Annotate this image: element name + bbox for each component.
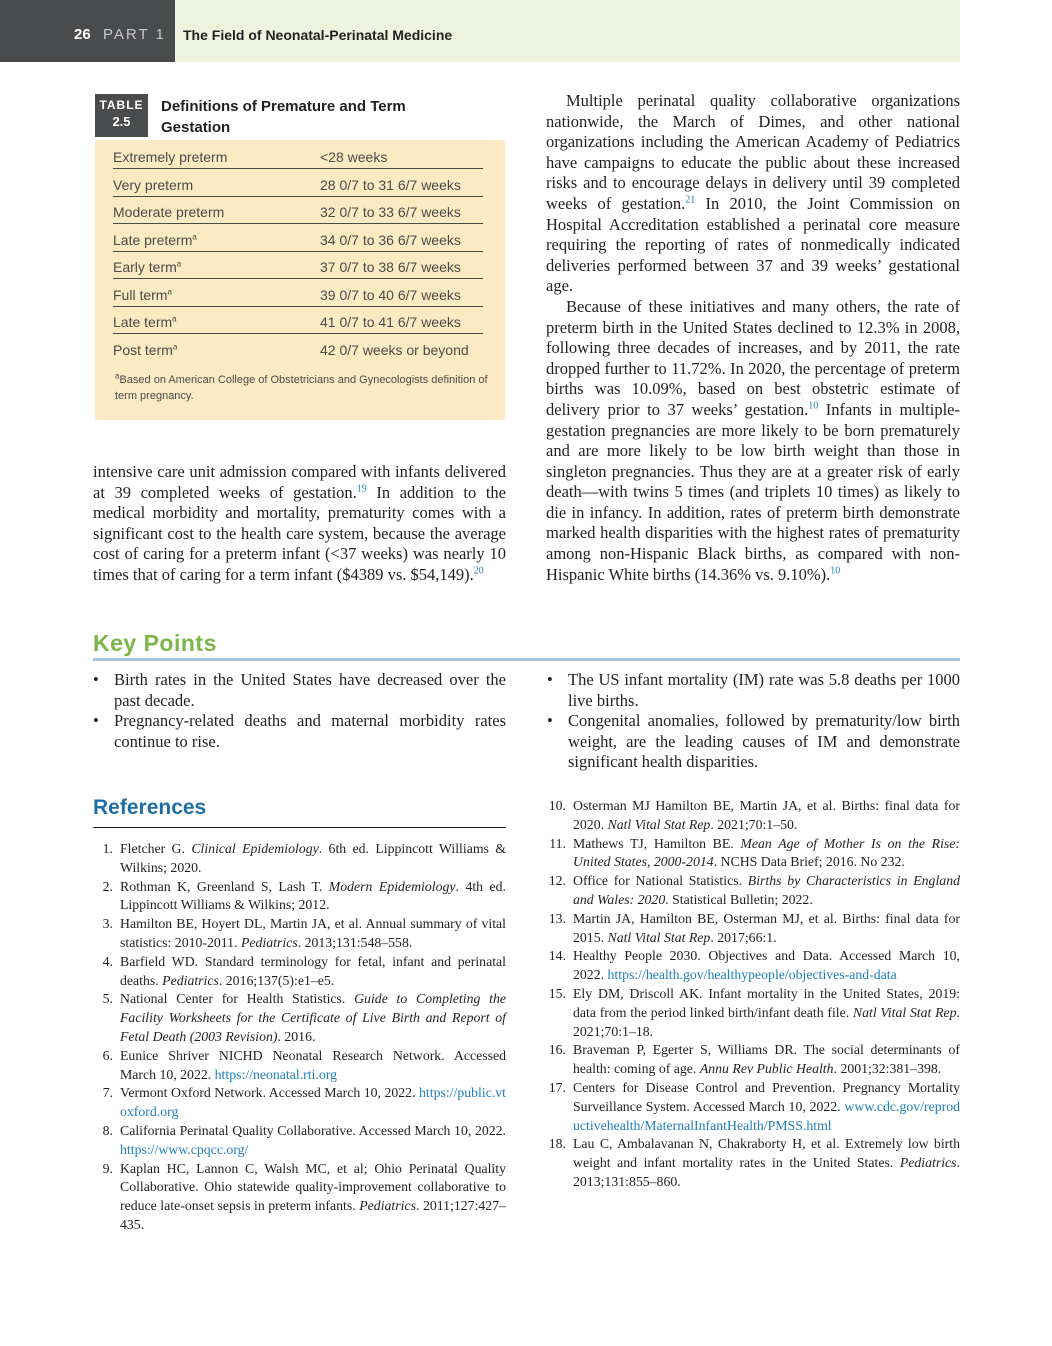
right-p1-part1: Multiple perinatal quality collaborative organizations nationwide, the March of Dimes, and other national organizations including the American Academy of Pediatrics have campaigns to educate the public about these increased risks and to encourage delays in delivery until 39 completed weeks of gestation.	[546, 91, 960, 213]
gestation-range: 42 0/7 weeks or beyond	[320, 341, 469, 358]
footnote-marker: a	[115, 371, 120, 381]
reference-number: 14.	[548, 948, 566, 964]
reference-text: Ely DM, Driscoll AK. Infant mortality in the United States, 2019: data from the period linked birth/infant death file.	[573, 985, 960, 1020]
reference-item	[546, 872, 960, 910]
citation-ref[interactable]: 10	[808, 400, 819, 412]
gestation-category: Early term	[113, 259, 177, 275]
key-points-left-list	[93, 670, 506, 752]
gestation-range: 37 0/7 to 38 6/7 weeks	[320, 259, 461, 275]
reference-item	[93, 1160, 506, 1235]
footnote-marker: a	[192, 231, 197, 241]
reference-number: 4.	[102, 953, 113, 969]
key-points-rule	[93, 658, 960, 661]
table-title: Definitions of Premature and Term Gestation	[161, 98, 406, 136]
gestation-category: Post term	[113, 341, 173, 358]
reference-number: 16.	[548, 1042, 566, 1058]
reference-source: Natl Vital Stat Rep	[607, 816, 711, 832]
reference-text: Lau C, Ambalavanan N, Chakraborty H, et al. Extremely low birth weight and infant mortality rates in the United States.	[573, 1136, 960, 1171]
right-p1-part2: In 2010, the Joint Commission on Hospital Accreditation established a perinatal core measure requiring the reporting of rates of nonmedically indicated deliveries performed between 37 and 39 weeks’ gestational age.	[546, 193, 960, 296]
reference-number: 2.	[102, 878, 113, 894]
reference-item	[93, 878, 506, 916]
table-row	[113, 280, 483, 307]
reference-item	[546, 835, 960, 873]
reference-text: California Perinatal Quality Collaborative. Accessed March 10, 2022.	[120, 1122, 506, 1138]
table-tag-word: TABLE	[99, 98, 144, 112]
table-row	[113, 197, 483, 224]
reference-number: 5.	[102, 991, 113, 1007]
reference-item	[546, 1041, 960, 1079]
left-text-part1: intensive care unit admission compared with infants delivered at 39 completed weeks of gestation.	[93, 462, 506, 502]
footnote-marker: a	[176, 259, 182, 269]
reference-details: . 2001;32:381–398.	[833, 1061, 942, 1077]
gestation-range: 34 0/7 to 36 6/7 weeks	[320, 231, 461, 248]
right-p2-part1: Because of these initiatives and many others, the rate of preterm birth in the United States declined to 12.3% in 2008, following three decades of increases, and by 2011, the rate dropped further to 11.72%. In 2020, the percentage of preterm births was 10.09%, based on best obstetric estimate of delivery prior to 37 weeks’ gestation.	[546, 296, 960, 419]
reference-number: 12.	[548, 873, 566, 889]
key-points-right-list	[547, 670, 960, 773]
references-list-right	[546, 797, 960, 1192]
reference-number: 9.	[102, 1160, 113, 1176]
table-row	[113, 142, 483, 169]
reference-number: 18.	[548, 1136, 566, 1152]
reference-text: Barfield WD. Standard terminology for fetal, infant and perinatal deaths.	[120, 953, 506, 988]
reference-number: 1.	[102, 841, 113, 856]
reference-source: Births by Characteristics in England and Wales: 2020	[573, 873, 960, 907]
category-cell	[113, 204, 224, 220]
reference-details: . 2017;66:1.	[710, 929, 777, 945]
reference-item	[93, 953, 506, 991]
reference-details: . NCHS Data Brief; 2016. No 232.	[713, 854, 905, 870]
footnote-marker: a	[172, 314, 177, 324]
reference-details: . 6th ed. Lippincott Williams & Wilkins; 2020.	[120, 841, 506, 875]
gestation-range: 39 0/7 to 40 6/7 weeks	[320, 286, 461, 303]
reference-details: . 4th ed. Lippincott Williams & Wilkins; 2012.	[120, 878, 506, 913]
table-row	[113, 335, 483, 362]
citation-ref[interactable]: 20	[473, 565, 484, 577]
right-p2-part2: Infants in multiple-gestation pregnancies are more likely to be born prematurely and are more likely to be low birth weight than those in singleton pregnancies. Thus they are at a greater risk of early death—with twins 5 times (and triplets 10 times) as likely to die in infancy. In addition, rates of preterm birth demonstrate marked health disparities with the highest rates of prematurity among non-Hispanic Black births, as compared with non-Hispanic White births (14.36% vs. 9.10%).	[546, 399, 960, 584]
reference-source: Pediatrics	[359, 1198, 416, 1214]
reference-source: Natl Vital Stat Rep	[607, 929, 711, 945]
table-tag	[95, 94, 148, 137]
reference-details: . 2021;70:1–18.	[573, 1004, 960, 1039]
category-cell	[113, 259, 181, 275]
reference-source: Pediatrics	[899, 1155, 957, 1171]
reference-number: 13.	[548, 910, 566, 926]
key-points-title: Key Points	[93, 630, 217, 656]
reference-item	[546, 947, 960, 985]
reference-details: . 2013;131:548–558.	[297, 934, 413, 950]
reference-source: Modern Epidemiology	[328, 878, 456, 894]
reference-number: 17.	[548, 1079, 566, 1095]
reference-source: Clinical Epidemiology	[191, 841, 319, 856]
gestation-category: Late preterm	[113, 231, 193, 248]
reference-text: Martin JA, Hamilton BE, Osterman MJ, et al. Births: final data for 2015.	[573, 910, 960, 945]
right-column-text	[546, 91, 960, 585]
reference-source: Annu Rev Public Health	[699, 1061, 834, 1077]
category-cell	[113, 177, 193, 193]
citation-ref[interactable]: 21	[685, 194, 696, 206]
category-cell	[113, 342, 177, 358]
table-row	[113, 170, 483, 197]
reference-item	[546, 1079, 960, 1135]
reference-link[interactable]: www.cdc.gov/reproductivehealth/MaternalInfantHealth/PMSS.html	[573, 1098, 960, 1133]
reference-text: Hamilton BE, Hoyert DL, Martin JA, et al. Annual summary of vital statistics: 2010-2011.	[120, 916, 506, 950]
reference-item	[93, 840, 506, 878]
references-rule	[93, 827, 506, 828]
reference-number: 10.	[548, 798, 566, 813]
key-point-item: • Birth rates in the United States have decreased over the past decade.	[93, 670, 506, 711]
gestation-category: Extremely preterm	[113, 149, 228, 165]
gestation-range: 28 0/7 to 31 6/7 weeks	[320, 176, 461, 193]
reference-number: 11.	[549, 835, 566, 851]
reference-item	[546, 1135, 960, 1191]
reference-item	[93, 1122, 506, 1160]
citation-ref[interactable]: 19	[356, 483, 367, 495]
running-title: The Field of Neonatal-Perinatal Medicine	[183, 27, 453, 43]
reference-text: Healthy People 2030. Objectives and Data. Accessed March 10, 2022.	[573, 948, 960, 983]
gestation-category: Full term	[113, 286, 168, 303]
footnote-marker: a	[167, 286, 172, 296]
reference-text: Osterman MJ Hamilton BE, Martin JA, et al. Births: final data for 2020.	[573, 798, 960, 832]
reference-item	[546, 985, 960, 1041]
footnote-text: Based on American College of Obstetricians and Gynecologists definition of term pregnancy.	[115, 374, 488, 402]
reference-source: Guide to Completing the Facility Worksheets for the Certificate of Live Birth and Report of Fetal Death (2003 Revision)	[120, 991, 506, 1044]
reference-source: Pediatrics	[240, 934, 298, 950]
category-cell	[113, 314, 177, 330]
gestation-range: 32 0/7 to 33 6/7 weeks	[320, 204, 461, 220]
reference-source: Pediatrics	[162, 972, 219, 988]
reference-item	[93, 1047, 506, 1085]
gestation-range: <28 weeks	[320, 149, 388, 165]
gestation-category: Very preterm	[113, 176, 194, 193]
reference-text: Vermont Oxford Network. Accessed March 10, 2022.	[120, 1085, 419, 1101]
category-cell	[113, 232, 197, 248]
reference-details: . Statistical Bulletin; 2022.	[665, 891, 813, 907]
left-column-text	[93, 462, 506, 586]
citation-ref[interactable]: 10	[830, 565, 841, 577]
reference-source: Mean Age of Mother Is on the Rise: United States, 2000-2014	[573, 835, 960, 870]
reference-item	[546, 910, 960, 948]
table-footnote	[115, 372, 490, 404]
reference-details: . 2016;137(5):e1–e5.	[218, 972, 335, 988]
references-title: References	[93, 796, 207, 819]
reference-text: Rothman K, Greenland S, Lash T.	[120, 878, 329, 894]
table-box	[95, 140, 505, 420]
reference-details: . 2016.	[277, 1028, 316, 1044]
reference-link[interactable]: https://health.gov/healthypeople/objectives-and-data	[607, 967, 897, 983]
left-text-part2: In addition to the medical morbidity and mortality, prematurity comes with a significant cost to the health care system, because the average cost of caring for a preterm infant (<37 weeks) was nearly 10 times that of caring for a term infant ($4389 vs. $54,149).	[93, 482, 506, 584]
footnote-marker: a	[172, 341, 178, 351]
gestation-range: 41 0/7 to 41 6/7 weeks	[320, 314, 461, 330]
reference-text: Fletcher G.	[120, 841, 192, 856]
reference-number: 3.	[102, 916, 113, 932]
category-cell	[113, 287, 172, 303]
reference-text: Mathews TJ, Hamilton BE.	[573, 835, 741, 851]
reference-details: . 2021;70:1–50.	[710, 816, 798, 832]
gestation-category: Late term	[113, 314, 173, 330]
reference-link[interactable]: https://public.vtoxford.org	[120, 1085, 506, 1120]
key-point-item: • The US infant mortality (IM) rate was 5.8 deaths per 1000 live births.	[547, 670, 960, 711]
reference-text: Braveman P, Egerter S, Williams DR. The social determinants of health: coming of age.	[573, 1042, 960, 1077]
reference-text: National Center for Health Statistics.	[120, 991, 355, 1007]
reference-link[interactable]: https://neonatal.rti.org	[214, 1066, 338, 1082]
reference-text: Kaplan HC, Lannon C, Walsh MC, et al; Ohio Perinatal Quality Collaborative. Ohio statewide quality-improvement collaborative to reduce late-onset sepsis in preterm infants.	[120, 1160, 506, 1214]
reference-text: Eunice Shriver NICHD Neonatal Research Network. Accessed March 10, 2022.	[120, 1047, 506, 1082]
table-row	[113, 252, 483, 279]
reference-number: 15.	[548, 985, 566, 1001]
references-list-left	[93, 840, 506, 1235]
reference-number: 7.	[102, 1085, 113, 1101]
reference-details: . 2011;127:427–435.	[120, 1198, 506, 1232]
part-label: PART 1	[103, 26, 166, 43]
reference-item	[93, 1084, 506, 1122]
reference-item	[93, 990, 506, 1046]
reference-text: Centers for Disease Control and Prevention. Pregnancy Mortality Surveillance System. Accessed March 10, 2022.	[573, 1079, 960, 1114]
table-tag-number: 2.5	[112, 114, 131, 129]
key-point-item: • Congenital anomalies, followed by prematurity/low birth weight, are the leading causes of IM and demonstrate significant health disparities.	[547, 711, 960, 773]
reference-link[interactable]: https://www.cpqcc.org/	[120, 1141, 249, 1157]
reference-item	[93, 915, 506, 953]
gestation-category: Moderate preterm	[113, 204, 225, 220]
reference-details: . 2013;131:855–860.	[573, 1155, 960, 1189]
category-cell	[113, 149, 227, 165]
page-number: 26	[74, 26, 91, 43]
table-row	[113, 307, 483, 334]
reference-number: 8.	[102, 1122, 113, 1138]
reference-source: Natl Vital Stat Rep	[852, 1004, 957, 1020]
reference-text: Office for National Statistics.	[573, 873, 748, 889]
table-row	[113, 225, 483, 252]
key-point-item: • Pregnancy-related deaths and maternal morbidity rates continue to rise.	[93, 711, 506, 752]
reference-number: 6.	[102, 1047, 113, 1063]
reference-item	[546, 797, 960, 835]
